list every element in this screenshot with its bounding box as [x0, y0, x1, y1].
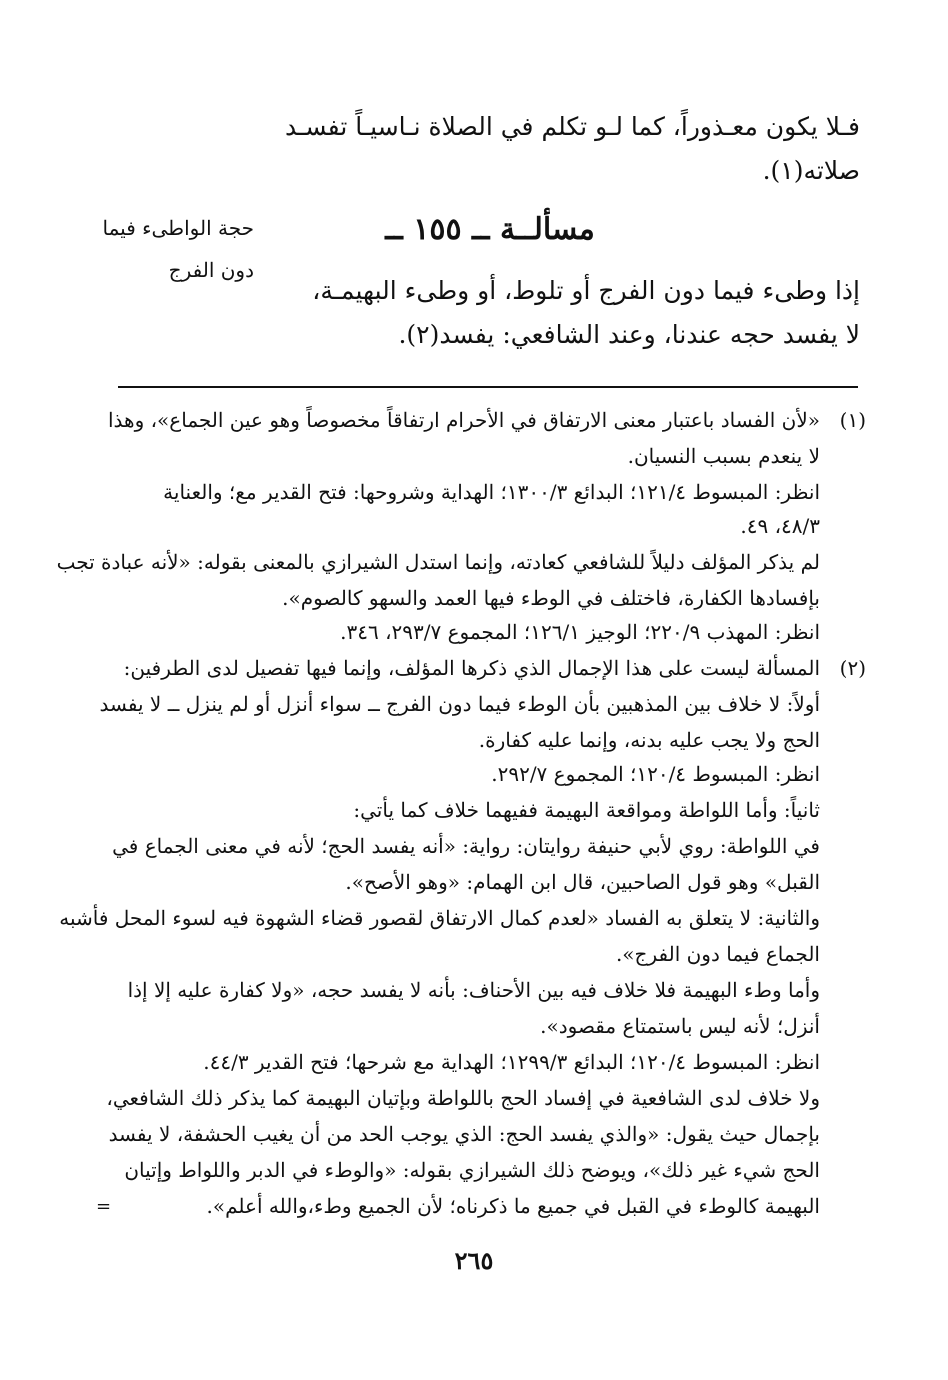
footnote-1-line-1: «لأن الفساد باعتبار معنى الارتفاق في الأحرام ارتفاقاً مخصوصاً وهو عين الجماع»، وهذا — [107, 408, 820, 432]
footnote-2-line-4: انظر: المبسوط ١٢٠/٤؛ المجموع ٢٩٢/٧. — [491, 762, 820, 786]
continuation-mark: = — [96, 1196, 112, 1217]
footnote-1-line-5: لم يذكر المؤلف دليلاً للشافعي كعادته، وإنما استدل الشيرازي بالمعنى بقوله: «لأنه عبادة تجب — [56, 550, 820, 574]
footnote-2-line-15: الحج شيء غير ذلك»، ويوضح ذلك الشيرازي بقوله: «والوطء في الدبر واللواط وإتيان — [124, 1158, 820, 1182]
footnote-1-line-4: ٤٨/٣، ٤٩. — [740, 514, 820, 538]
footnote-2-line-16: البهيمة كالوطء في القبل في جميع ما ذكرناه؛ لأن الجميع وطء،والله أعلم». — [206, 1194, 820, 1218]
footnote-2-line-8: والثانية: لا يتعلق به الفساد «لعدم كمال الارتفاق لقصور قضاء الشهوة فيه لسوء المحل فأشبه — [59, 906, 820, 930]
issue-line-1: إذا وطىء فيما دون الفرج أو تلوط، أو وطىء البهيمـة، — [312, 276, 860, 305]
footnote-2-line-6: في اللواطة: روي لأبي حنيفة روايتان: رواية: «أنه يفسد الحج؛ لأنه في معنى الجماع في — [112, 834, 820, 858]
footnote-1-number: (١) — [839, 408, 866, 432]
footnote-2-line-5: ثانياً: وأما اللواطة ومواقعة البهيمة ففيهما خلاف كما يأتي: — [353, 798, 820, 822]
issue-line-2: لا يفسد حجه عندنا، وعند الشافعي: يفسد(٢). — [398, 320, 860, 349]
footnote-separator — [118, 386, 858, 388]
footnote-1-line-6: بإفسادها الكفارة، فاختلف في الوطء فيها العمد والسهو كالصوم». — [282, 586, 820, 610]
footnote-2-line-11: أنزل؛ لأنه ليس باستمتاع مقصود». — [540, 1014, 820, 1038]
footnote-2-line-1: المسألة ليست على هذا الإجمال الذي ذكرها المؤلف، وإنما فيها تفصيل لدى الطرفين: — [123, 656, 820, 680]
issue-heading: مسألــة ــ ١٥٥ ــ — [385, 212, 595, 247]
footnote-1-line-2: لا ينعدم بسبب النسيان. — [627, 444, 820, 468]
footnote-1-line-3: انظر: المبسوط ١٢١/٤؛ البدائع ١٣٠٠/٣؛ الهداية وشروحها: فتح القدير مع؛ والعناية — [163, 480, 820, 504]
footnote-2-line-7: القبل» وهو قول الصاحبين، قال ابن الهمام: «وهو الأصح». — [345, 870, 820, 894]
body-line-2: صلاته(١). — [762, 156, 860, 185]
page-number: ٢٦٥ — [454, 1246, 494, 1275]
footnote-2-line-3: الحج ولا يجب عليه بدنه، وإنما عليه كفارة. — [478, 728, 820, 752]
side-note-line-2: دون الفرج — [168, 258, 254, 282]
footnote-1-line-7: انظر: المهذب ٢٢٠/٩؛ الوجيز ١٢٦/١؛ المجموع ٢٩٣/٧، ٣٤٦. — [340, 620, 820, 644]
body-line-1: فـلا يكون معـذوراً، كما لـو تكلم في الصلاة نـاسيـاً تفسـد — [284, 112, 860, 141]
footnote-2-line-12: انظر: المبسوط ١٢٠/٤؛ البدائع ١٢٩٩/٣؛ الهداية مع شرحها؛ فتح القدير ٤٤/٣. — [203, 1050, 820, 1074]
footnote-2-line-14: بإجمال حيث يقول: «والذي يفسد الحج: الذي يوجب الحد من أن يغيب الحشفة، لا يفسد — [108, 1122, 820, 1146]
footnote-2-line-9: الجماع فيما دون الفرج». — [615, 942, 820, 966]
side-note-line-1: حجة الواطىء فيما — [102, 216, 254, 240]
footnote-2-line-2: أولاً: لا خلاف بين المذهبين بأن الوطء فيما دون الفرج ــ سواء أنزل أو لم ينزل ــ لا يفسد — [99, 692, 820, 716]
footnote-2-number: (٢) — [839, 656, 866, 680]
footnote-2-line-13: ولا خلاف لدى الشافعية في إفساد الحج باللواطة وبإتيان البهيمة كما يذكر ذلك الشافعي، — [106, 1086, 820, 1110]
footnote-2-line-10: وأما وطء البهيمة فلا خلاف فيه بين الأحناف: بأنه لا يفسد حجه، «ولا كفارة عليه إلا إذا — [127, 978, 820, 1002]
